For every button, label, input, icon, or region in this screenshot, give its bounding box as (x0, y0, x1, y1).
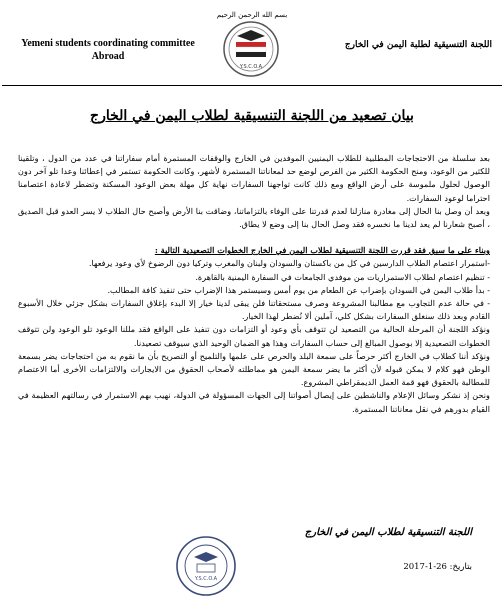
closing-paragraph-1: ونؤكد اللجنة أن المرحلة الحالية من التصعيد لن تتوقف بأي وعود أو التزامات دون تنفيذ على الواقع فقد مللنا الوعود تلو الوعود ولن تتوقف الخطوات التصعيدية إلا بوصول المبالغ إلى حساب السفارات وهذا هو الضمان الوحيد الذي سيوقف تصعيدنا. (18, 324, 490, 348)
basmala: بسم الله الرحمن الرحيم (216, 11, 288, 19)
intro-paragraph-1: بعد سلسلة من الاحتجاجات المطلبية للطلاب اليمنيين الموفدين في الخارج والوقفات المستمرة أمام سفاراتنا في عدد من الدول ، وتلقينا للكثير من الوعود، ومنح الحكومة الكثير من الفرص لوضع حد لمعاناتنا المستمرة لأشهر، وكانت الحكومة تستمر في إعطائنا وعدا تلو آخر دون الوصول لحلول ملموسة على أرض الواقع ومع ذلك كانت تواجهنا السفارات نهاية كل مهلة بعض الوعود المسكنة وتضطر لاعادة اعتصامنا احتراما لوعود السفارات. (18, 153, 490, 203)
statement-title: بيان تصعيد من اللجنة التنسيقية لطلاب اليمن في الخارج (90, 108, 414, 124)
org-name-english-line1: Yemeni students coordinating committee (21, 38, 195, 49)
closing-paragraph-2: ونؤكد أننا كطلاب في الخارج أكثر حرصاً على سمعة البلد والحرص على علمها والتلميح أو التصريح بأن ما نقوم به من احتجاجات يضر بسمعة الوطن فهو كلام لا يمكن قبوله لأن أكثر ما يضر سمعة اليمن هو مماطلته لأصحاب الحقوق من الايجارات والالتزامات الأخرى أما الاعتصام للمطالبة بالحقوق فهو قمة العمل الديمقراطي المشروع. (18, 350, 490, 388)
statement-date (403, 562, 472, 572)
official-stamp (175, 535, 237, 597)
org-name-english (8, 37, 208, 63)
closing-paragraph-3: ونحن إذ نشكر وسائل الإعلام والناشطين على إيصال أصواتنا إلى الجهات المسؤولة في الدولة، نهيب بهم الاستمرار في رسالتهم العظيمة في القيام بدورهم في نقل معاناتنا المستمرة. (18, 390, 490, 414)
step-item-1: -استمرار اعتصام الطلاب الدارسين في كل من باكستان والسودان ولبنان والمغرب وتركيا دون الرضوخ لأي وعود يرفعها. (88, 258, 490, 269)
step-item-4: - في حالة عدم التجاوب مع مطالبنا المشروعة وصرف مستحقاتنا فلن يبقى لدينا خيار إلا البدء بإغلاق السفارات بشكل جزئي خلال الأسبوع القادم وبعد ذلك سنغلق السفارات بشكل كلي، آملين ألا نُضطر لهذا الخيار. (18, 298, 490, 322)
org-name-arabic: اللجنة التنسيقية لطلبة اليمن في الخارج (344, 40, 492, 50)
committee-logo (220, 20, 282, 78)
intro-paragraph-2: وبعد أن وصل بنا الحال إلى مغادرة منازلنا لعدم قدرتنا على الوفاء بالتزاماتنا، وضاقت بنا الأرض وأصبح حال الطلاب لا يسر العدو قبل الصديق ، أصبح شعارنا لم يعد لدينا ما نخسره فقد وصل الحال بنا إلى وضع لا يطاق. (18, 205, 490, 230)
stamp-caption: Y.S.C.O.A (194, 576, 218, 582)
org-name-english-line2: Abroad (91, 51, 125, 62)
decision-heading: وبناء على ما سبق فقد قررت اللجنة التنسيقية لطلاب اليمن في الخارج الخطوات التصعيدية التالية : (154, 245, 490, 256)
logo-caption: Y.S.C.O.A (239, 64, 263, 70)
signature-line: اللجنة التنسيقية لطلاب اليمن في الخارج (304, 527, 472, 538)
step-item-2: - تنظيم اعتصام لطلاب الاستمراريات من موفدي الجامعات في السفارة اليمنية بالقاهرة. (195, 271, 490, 282)
statement-body (18, 152, 490, 416)
header-rule (2, 85, 502, 86)
step-item-3: - بدأ طلاب اليمن في السودان بإضراب عن الطعام من يوم أمس وسيستمر هذا الإضراب حتى تنفيذ كافة المطالب. (107, 284, 490, 295)
date-value: 26-1-2017 (403, 562, 447, 572)
date-label: بتاريخ: (449, 562, 472, 572)
